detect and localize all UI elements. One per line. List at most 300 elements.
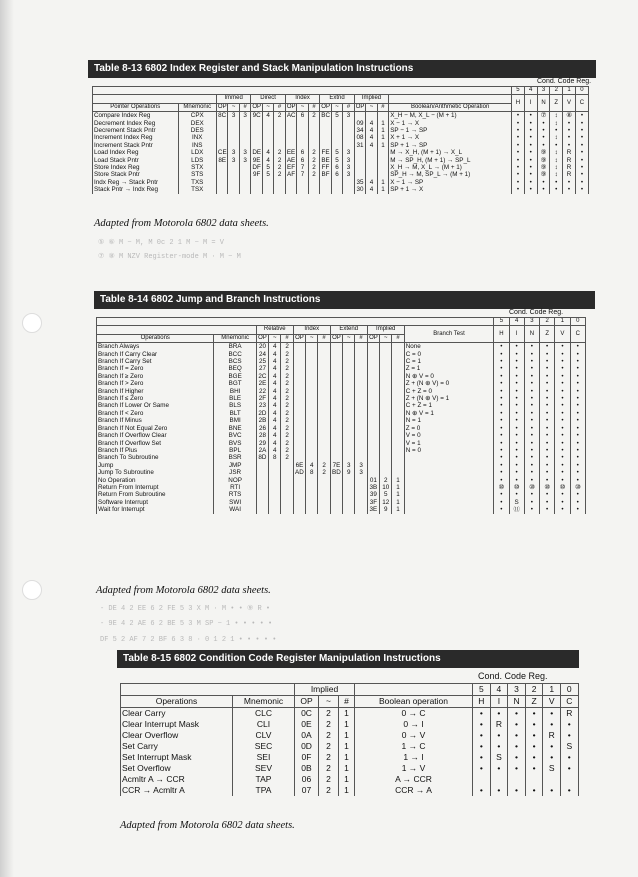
opcode-cell	[256, 462, 268, 469]
opcode-cell: 1	[339, 763, 355, 774]
opcode-cell	[330, 425, 342, 432]
opcode-cell	[355, 440, 367, 447]
opcode-cell	[392, 454, 404, 461]
sub-header: OP	[252, 103, 262, 110]
flag-cell	[561, 774, 579, 785]
opcode-cell	[355, 373, 367, 380]
operations-header: Pointer Operations	[93, 103, 179, 111]
opcode-cell	[293, 491, 305, 498]
opcode-cell	[318, 447, 330, 454]
flag-cell: S	[561, 741, 579, 752]
opcode-cell	[343, 127, 354, 134]
flag-cell: R	[490, 719, 508, 730]
opcode-cell	[377, 171, 388, 178]
opcode-cell: 2	[281, 388, 293, 395]
flag-cell: •	[570, 417, 585, 424]
addressing-mode-header: Implied	[367, 326, 404, 334]
flag-cell: •	[509, 380, 524, 387]
opcode-cell	[306, 365, 318, 372]
mnemonic: INX	[178, 134, 216, 141]
opcode-cell	[216, 142, 227, 149]
sub-header: ~	[306, 334, 318, 342]
opcode-cell: 1	[377, 120, 388, 127]
opcode-cell	[343, 484, 355, 491]
flag-cell: •	[570, 462, 585, 469]
flag-cell: R	[563, 149, 576, 156]
flag-cell: •	[570, 351, 585, 358]
opcode-cell	[366, 171, 377, 178]
boolean-operation: M → X_H, (M + 1) → X_L	[389, 149, 512, 156]
blank-header-cell	[93, 95, 217, 103]
opcode-cell: 2	[281, 358, 293, 365]
opcode-cell	[297, 127, 308, 134]
branch-test: C + Z = 0	[404, 388, 494, 395]
flag-cell: ⑦	[537, 112, 550, 120]
opcode-cell	[355, 499, 367, 506]
opcode-cell: 4	[269, 432, 281, 439]
opcode-cell: 35	[354, 179, 365, 186]
flag-cell: ↕	[550, 157, 563, 164]
opcode-cell	[256, 469, 268, 476]
boolean-operation: X_H − M, X_L − (M + 1)	[389, 112, 512, 120]
opcode-cell	[274, 179, 285, 186]
mnemonic: BHI	[214, 388, 256, 395]
opcode-cell	[343, 365, 355, 372]
opcode-cell	[269, 499, 281, 506]
opcode-cell: 8	[306, 469, 318, 476]
opcode-cell	[281, 491, 293, 498]
opcode-cell: 23	[256, 402, 268, 409]
flag-header: C	[570, 326, 585, 343]
opcode-cell	[330, 499, 342, 506]
opcode-cell	[392, 365, 404, 372]
opcode-cell	[216, 120, 227, 127]
flag-cell: •	[570, 380, 585, 387]
opcode-cell: 1	[377, 142, 388, 149]
operation-name: Set Interrupt Mask	[121, 752, 233, 763]
opcode-cell: AC	[286, 112, 296, 120]
mnemonic: RTI	[214, 484, 256, 491]
flag-cell: •	[570, 425, 585, 432]
flag-cell: •	[561, 752, 579, 763]
mnemonic-header: Mnemonic	[214, 334, 256, 342]
opcode-cell: 0F	[295, 752, 319, 763]
opcode-cell	[318, 380, 330, 387]
flag-cell: •	[570, 499, 585, 506]
bleed-through-text: - 9E 4 2 AE 6 2 BE 5 3 M SP − 1 • • • • •	[100, 620, 273, 628]
opcode-cell	[366, 164, 377, 171]
opcode-cell: 2	[281, 351, 293, 358]
opcode-cell	[281, 506, 293, 513]
sub-header: ~	[297, 103, 308, 111]
opcode-cell	[392, 447, 404, 454]
flag-cell: •	[555, 395, 570, 402]
flag-cell: •	[509, 388, 524, 395]
opcode-cell	[285, 186, 296, 193]
opcode-cell	[380, 365, 392, 372]
opcode-cell: 2	[281, 454, 293, 461]
operation-name: CCR → Acmltr A	[121, 785, 233, 796]
flag-cell	[525, 774, 543, 785]
operation-name: Store Index Reg	[93, 164, 179, 171]
opcode-cell	[262, 142, 273, 149]
opcode-cell: 4	[262, 157, 273, 164]
opcode-cell	[392, 380, 404, 387]
flag-cell: •	[575, 134, 588, 141]
opcode-cell	[318, 491, 330, 498]
sub-header: ~	[380, 334, 392, 342]
opcode-cell	[318, 440, 330, 447]
opcode-cell	[343, 142, 354, 149]
boolean-operation: SP − 1 → SP	[389, 127, 512, 134]
flag-cell: •	[543, 785, 561, 796]
sub-header: #	[339, 696, 355, 708]
flag-cell: •	[524, 120, 537, 127]
opcode-cell	[355, 477, 367, 484]
flag-header: Z	[525, 696, 543, 708]
operation-name: Branch Always	[97, 343, 214, 351]
flag-cell: •	[555, 491, 570, 498]
flag-cell: •	[524, 142, 537, 149]
opcode-cell	[343, 120, 354, 127]
opcode-cell: 3	[355, 469, 367, 476]
branch-test: Z = 0	[404, 425, 494, 432]
opcode-cell	[343, 454, 355, 461]
flag-cell: •	[524, 454, 539, 461]
bleed-through-text: ⑦ ⑧ M NZV Register-mode M · M − M	[98, 253, 241, 261]
table-8-15-ccr-label: Cond. Code Reg.	[478, 671, 548, 681]
opcode-cell: 4	[269, 358, 281, 365]
opcode-cell	[318, 410, 330, 417]
opcode-cell	[228, 127, 239, 134]
flag-cell: •	[561, 763, 579, 774]
table-8-13-title: Table 8-13 6802 Index Register and Stack Manipulation Instructions	[88, 60, 596, 78]
opcode-cell	[306, 506, 318, 513]
opcode-cell	[343, 477, 355, 484]
opcode-cell	[355, 351, 367, 358]
opcode-cell: 3F	[367, 499, 379, 506]
branch-test	[404, 477, 494, 484]
opcode-cell	[293, 380, 305, 387]
flag-cell: •	[524, 425, 539, 432]
flag-cell: •	[524, 440, 539, 447]
operation-name: Wait for Interrupt	[97, 506, 214, 513]
flag-cell: •	[563, 142, 576, 149]
opcode-cell	[380, 425, 392, 432]
mnemonic: BGE	[214, 373, 256, 380]
opcode-cell	[367, 395, 379, 402]
opcode-cell	[318, 417, 330, 424]
flag-cell: •	[570, 491, 585, 498]
mnemonic: TAP	[233, 774, 295, 785]
boolean-operation: CCR → A	[355, 785, 473, 796]
mnemonic: SEC	[233, 741, 295, 752]
operation-name: Branch If Minus	[97, 417, 214, 424]
flag-cell: •	[524, 395, 539, 402]
opcode-cell: 8D	[256, 454, 268, 461]
mnemonic: SEV	[233, 763, 295, 774]
flag-cell: •	[509, 395, 524, 402]
opcode-cell	[343, 380, 355, 387]
opcode-cell: 7	[297, 171, 308, 178]
opcode-cell	[331, 134, 342, 141]
table-row	[93, 142, 589, 149]
opcode-cell: BF	[321, 171, 330, 179]
opcode-cell: 1	[339, 785, 355, 796]
opcode-cell	[251, 120, 262, 127]
opcode-cell	[239, 186, 250, 193]
table-row	[97, 351, 586, 358]
flag-cell: •	[524, 491, 539, 498]
opcode-cell	[343, 447, 355, 454]
opcode-cell	[354, 157, 365, 164]
addressing-mode-header: Implied	[295, 684, 355, 696]
opcode-cell	[293, 402, 305, 409]
opcode-cell	[355, 484, 367, 491]
mnemonic: LDX	[178, 149, 216, 156]
opcode-cell	[392, 358, 404, 365]
opcode-cell	[297, 134, 308, 141]
flag-cell: •	[540, 491, 555, 498]
operation-name: Load Index Reg	[93, 149, 179, 156]
opcode-cell: 1	[377, 179, 388, 186]
opcode-cell: 5	[262, 164, 273, 171]
flag-cell: •	[524, 186, 537, 193]
opcode-cell	[355, 402, 367, 409]
branch-test	[404, 469, 494, 476]
table-row	[93, 179, 589, 186]
table-row	[121, 752, 579, 763]
flag-cell: ⑨	[537, 157, 550, 164]
opcode-cell: 2	[308, 164, 319, 171]
opcode-cell	[392, 410, 404, 417]
opcode-cell: 2	[274, 171, 285, 178]
flag-cell: •	[512, 164, 525, 171]
flag-cell: •	[494, 440, 509, 447]
opcode-cell	[262, 120, 273, 127]
opcode-cell	[269, 484, 281, 491]
flag-cell: •	[525, 785, 543, 796]
table-8-15-caption: Adapted from Motorola 6802 data sheets.	[120, 820, 295, 831]
flag-cell: ↕	[550, 112, 563, 120]
opcode-cell	[392, 373, 404, 380]
flag-cell: •	[540, 477, 555, 484]
opcode-cell	[281, 469, 293, 476]
table-row	[93, 127, 589, 134]
opcode-cell: 2	[319, 763, 339, 774]
opcode-cell	[293, 454, 305, 461]
opcode-cell	[251, 186, 262, 193]
bleed-through-text: - DE 4 2 EE 6 2 FE 5 3 X M · M • • ⑨ R •	[100, 605, 271, 613]
opcode-cell	[380, 447, 392, 454]
opcode-cell	[330, 373, 342, 380]
opcode-cell	[367, 358, 379, 365]
opcode-cell	[251, 142, 262, 149]
opcode-cell	[293, 358, 305, 365]
flag-cell: •	[524, 179, 537, 186]
operation-name: Branch If Carry Set	[97, 358, 214, 365]
mnemonic: TXS	[178, 179, 216, 186]
opcode-cell: 8	[269, 454, 281, 461]
operation-name: Stack Pntr → Indx Reg	[93, 186, 179, 193]
flag-header: I	[490, 696, 508, 708]
opcode-cell: 30	[354, 186, 365, 193]
table-row	[121, 763, 579, 774]
opcode-cell	[343, 491, 355, 498]
opcode-cell	[320, 127, 331, 134]
opcode-cell	[297, 179, 308, 186]
flag-cell: •	[540, 410, 555, 417]
opcode-cell: 34	[354, 127, 365, 134]
opcode-cell: 1	[392, 506, 404, 513]
opcode-cell: BE	[321, 156, 330, 164]
opcode-cell	[355, 417, 367, 424]
flag-cell: •	[494, 491, 509, 498]
opcode-cell: 3	[228, 157, 239, 164]
sub-header: ~	[319, 696, 339, 708]
opcode-cell	[377, 164, 388, 171]
flag-cell: •	[509, 477, 524, 484]
mnemonic: BLT	[214, 410, 256, 417]
opcode-cell	[367, 454, 379, 461]
opcode-cell	[297, 120, 308, 127]
opcode-cell	[366, 149, 377, 156]
opcode-cell: 3	[343, 164, 354, 171]
mnemonic: JSR	[214, 469, 256, 476]
flag-cell: ↕	[550, 149, 563, 156]
table-row	[97, 365, 586, 372]
table-row	[121, 774, 579, 785]
flag-cell: R	[563, 171, 576, 178]
table-row	[97, 388, 586, 395]
opcode-cell: 3	[239, 112, 250, 120]
opcode-cell: 2	[319, 730, 339, 741]
flag-cell: •	[555, 410, 570, 417]
opcode-cell	[318, 365, 330, 372]
operation-name: Increment Stack Pntr	[93, 142, 179, 149]
opcode-cell	[308, 179, 319, 186]
flag-cell: •	[525, 752, 543, 763]
flag-cell: •	[570, 454, 585, 461]
mnemonic: BLS	[214, 402, 256, 409]
flag-cell: •	[494, 425, 509, 432]
mnemonic: BCC	[214, 351, 256, 358]
flag-cell: •	[540, 402, 555, 409]
opcode-cell: 1	[339, 708, 355, 720]
opcode-cell	[355, 506, 367, 513]
flag-cell: •	[473, 741, 491, 752]
flag-cell: •	[575, 112, 588, 120]
operation-name: Branch If = Zero	[97, 365, 214, 372]
flag-cell: •	[555, 469, 570, 476]
flag-cell: •	[555, 506, 570, 513]
opcode-cell: AD	[295, 469, 304, 477]
opcode-cell	[269, 477, 281, 484]
opcode-cell	[306, 432, 318, 439]
opcode-cell	[269, 462, 281, 469]
opcode-cell: 20	[256, 343, 268, 351]
opcode-cell	[355, 343, 367, 351]
opcode-cell	[281, 499, 293, 506]
opcode-cell	[331, 142, 342, 149]
opcode-cell	[308, 186, 319, 193]
flag-cell: •	[494, 343, 509, 351]
flag-header: V	[563, 95, 576, 112]
opcode-cell: 12	[380, 499, 392, 506]
opcode-cell	[380, 440, 392, 447]
flag-cell: •	[512, 142, 525, 149]
table-row	[97, 417, 586, 424]
header-sub	[121, 696, 579, 708]
flag-cell: •	[537, 186, 550, 193]
flag-cell: •	[494, 358, 509, 365]
opcode-cell: 6	[297, 149, 308, 156]
flag-cell: •	[524, 388, 539, 395]
bit-number-header: 3	[524, 318, 539, 326]
opcode-cell	[318, 432, 330, 439]
opcode-cell	[293, 388, 305, 395]
flag-cell: R	[543, 730, 561, 741]
opcode-cell	[392, 395, 404, 402]
table-8-14-ccr-label: Cond. Code Reg.	[509, 309, 564, 316]
opcode-cell	[354, 112, 365, 120]
table-8-14-title: Table 8-14 6802 Jump and Branch Instructions	[94, 291, 595, 309]
mnemonic: BCS	[214, 358, 256, 365]
flag-cell: •	[570, 477, 585, 484]
flag-cell: ⑩	[524, 484, 539, 491]
opcode-cell	[330, 506, 342, 513]
opcode-cell: 1	[339, 752, 355, 763]
opcode-cell	[343, 395, 355, 402]
flag-cell: •	[509, 454, 524, 461]
mnemonic: CLC	[233, 708, 295, 720]
opcode-cell	[318, 351, 330, 358]
opcode-cell: 2	[274, 157, 285, 164]
flag-cell: •	[563, 179, 576, 186]
flag-cell: •	[555, 440, 570, 447]
flag-cell: •	[512, 179, 525, 186]
mnemonic: STX	[178, 164, 216, 171]
opcode-cell: 3	[239, 149, 250, 156]
flag-cell: •	[570, 432, 585, 439]
flag-cell: ⑩	[555, 484, 570, 491]
opcode-cell	[355, 447, 367, 454]
opcode-cell	[256, 506, 268, 513]
flag-header: V	[543, 696, 561, 708]
flag-cell: ⑩	[509, 484, 524, 491]
table-row	[97, 402, 586, 409]
opcode-cell: 1	[392, 477, 404, 484]
opcode-cell: BD	[332, 469, 341, 477]
opcode-cell: DE	[252, 149, 262, 157]
flag-cell: •	[555, 462, 570, 469]
opcode-cell: 5	[380, 491, 392, 498]
opcode-cell: 2	[281, 365, 293, 372]
flag-cell: •	[494, 432, 509, 439]
opcode-cell	[239, 179, 250, 186]
mnemonic: SEI	[233, 752, 295, 763]
flag-cell: •	[555, 388, 570, 395]
flag-cell: •	[540, 425, 555, 432]
opcode-cell: 2B	[256, 417, 268, 424]
flag-cell: •	[540, 358, 555, 365]
bit-number-header: 5	[512, 87, 525, 95]
boolean-operation: 0 → C	[355, 708, 473, 720]
opcode-cell	[293, 432, 305, 439]
opcode-cell: 1	[392, 491, 404, 498]
opcode-cell: 2D	[256, 410, 268, 417]
opcode-cell	[367, 417, 379, 424]
